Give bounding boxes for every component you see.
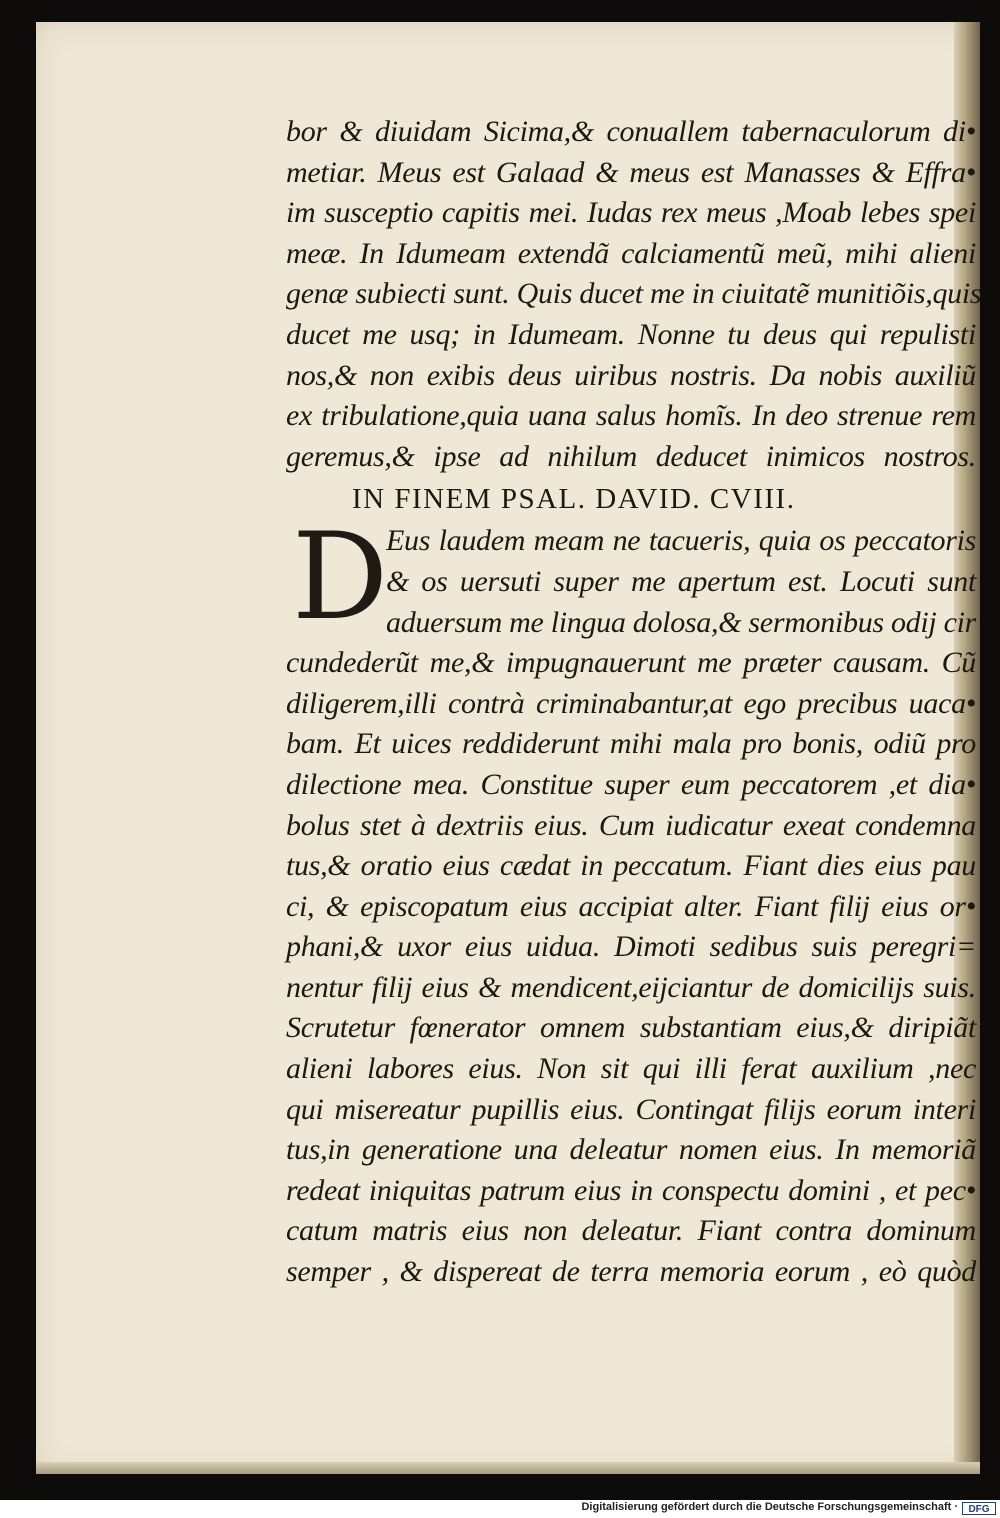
text-line: metiar. Meus est Galaad & meus est Manasses & Effra• — [286, 155, 976, 189]
text-line: ex tribulatione,quia uana salus homĩs. In deo strenue rem — [286, 399, 976, 433]
text-line: ci, & episcopatum eius accipiat alter. Fiant filij eius or• — [286, 889, 976, 923]
text-line: tus,in generatione una deleatur nomen eius. In memoriã — [286, 1133, 976, 1167]
text-line: dilectione mea. Constitue super eum peccatorem ,et dia• — [286, 767, 976, 801]
lines-after — [286, 643, 976, 1293]
text-line: Scrutetur fœnerator omnem substantiam eius,& diripiãt — [286, 1011, 976, 1045]
dfg-logo: DFG — [962, 1502, 996, 1515]
psalm-heading: IN FINEM PSAL. DAVID. CVIII. — [352, 483, 796, 516]
text-line: meæ. In Idumeam extendã calciamentũ meũ, mihi alieni — [286, 236, 976, 270]
text-line: ducet me usq; in Idumeam. Nonne tu deus qui repulisti — [286, 317, 976, 351]
text-line: geremus,& ipse ad nihilum deducet inimicos nostros. — [286, 439, 976, 473]
text-line: genæ subiecti sunt. Quis ducet me in ciuitatẽ munitiõis,quis — [286, 277, 982, 311]
text-line: nentur filij eius & mendicent,eijciantur de domicilijs suis. — [286, 970, 976, 1004]
funding-notice: Digitalisierung gefördert durch die Deutsche Forschungsgemeinschaft · — [581, 1501, 958, 1513]
text-line: catum matris eius non deleatur. Fiant contra dominum — [286, 1214, 976, 1248]
text-line: bor & diuidam Sicima,& conuallem tabernaculorum di• — [286, 115, 976, 148]
text-line: bam. Et uices reddiderunt mihi mala pro bonis, odiũ pro — [286, 727, 976, 761]
text-line: bolus stet à dextriis eius. Cum iudicatur exeat condemna — [286, 808, 976, 842]
page-bottom-edge — [36, 1462, 980, 1474]
text-line: qui misereatur pupillis eius. Contingat filijs eorum interi — [286, 1092, 976, 1126]
text-line: cundederũt me,& impugnauerunt me præter causam. Cũ — [286, 646, 976, 680]
text-line: phani,& uxor eius uidua. Dimoti sedibus suis peregri= — [286, 930, 976, 964]
text-line: nos,& non exibis deus uiribus nostris. Da nobis auxiliũ — [286, 358, 976, 392]
drop-cap-block — [286, 508, 977, 648]
drop-cap-initial: D — [292, 508, 389, 648]
text-line: aduersum me lingua dolosa,& sermonibus odij cir — [386, 605, 977, 639]
text-line: alieni labores eius. Non sit qui illi ferat auxilium ,nec — [286, 1052, 976, 1086]
text-line: redeat iniquitas patrum eius in conspectu domini , et pec• — [286, 1173, 976, 1207]
funding-footer — [0, 1500, 1000, 1518]
book-page — [36, 22, 980, 1474]
text-line: & os uersuti super me apertum est. Locuti sunt — [386, 564, 976, 598]
text-line: diligerem,illi contrà criminabantur,at ego precibus uaca• — [286, 686, 976, 720]
text-line: im susceptio capitis mei. Iudas rex meus ,Moab lebes spei — [286, 196, 976, 230]
text-block — [286, 112, 982, 1293]
text-line: Eus laudem meam ne tacueris, quia os peccatoris — [386, 524, 976, 558]
lines-before — [286, 112, 982, 477]
text-line: semper , & dispereat de terra memoria eorum , eò quòd — [286, 1255, 976, 1289]
text-line: tus,& oratio eius cædat in peccatum. Fiant dies eius pau — [286, 849, 976, 883]
